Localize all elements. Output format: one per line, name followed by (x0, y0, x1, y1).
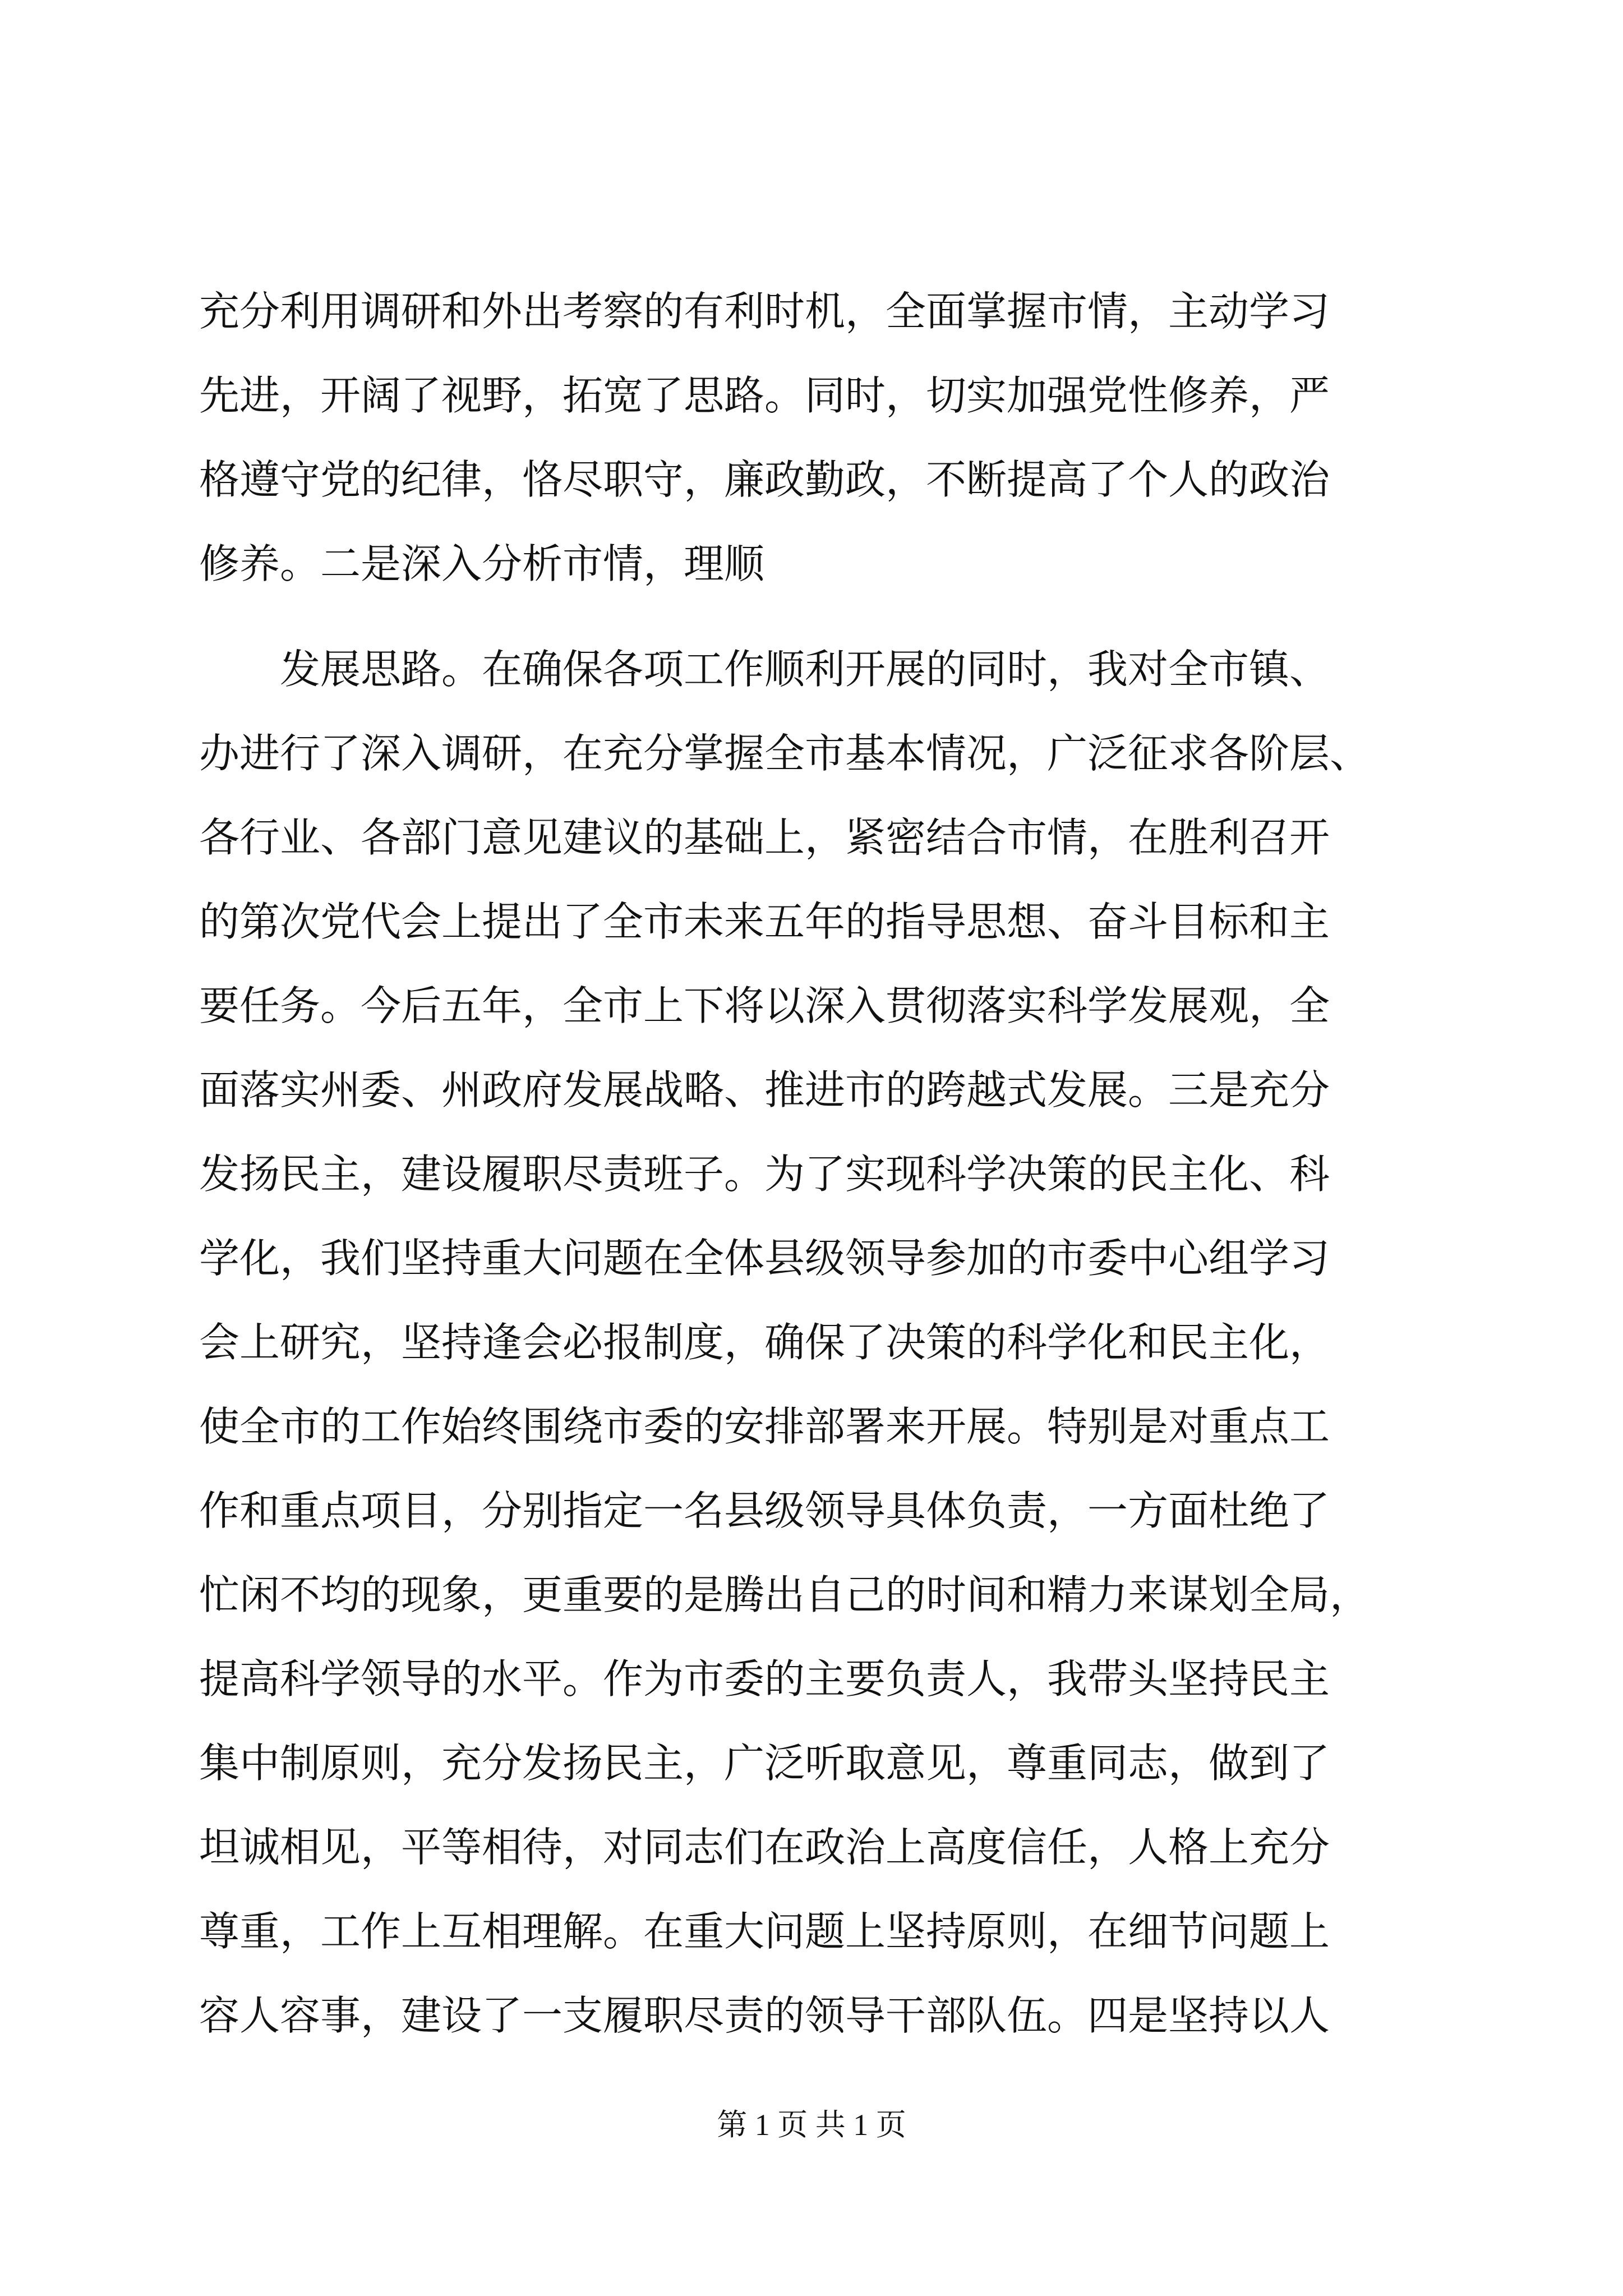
text-line: 尊重，工作上互相理解。在重大问题上坚持原则，在细节问题上 (199, 1908, 1330, 1955)
text-line: 学化，我们坚持重大问题在全体县级领导参加的市委中心组学习 (199, 1235, 1330, 1282)
text-line: 提高科学领导的水平。作为市委的主要负责人，我带头坚持民主 (199, 1655, 1330, 1703)
text-line: 发展思路。在确保各项工作顺利开展的同时，我对全市镇、 (199, 646, 1330, 693)
text-line: 的第次党代会上提出了全市未来五年的指导思想、奋斗目标和主 (199, 898, 1330, 945)
text-line: 作和重点项目，分别指定一名县级领导具体负责，一方面杜绝了 (199, 1487, 1330, 1534)
text-line: 忙闲不均的现象，更重要的是腾出自己的时间和精力来谋划全局， (199, 1571, 1371, 1618)
text-line: 各行业、各部门意见建议的基础上，紧密结合市情，在胜利召开 (199, 814, 1330, 861)
text-line: 充分利用调研和外出考察的有利时机，全面掌握市情，主动学习 (199, 288, 1330, 335)
text-line: 发扬民主，建设履职尽责班子。为了实现科学决策的民主化、科 (199, 1151, 1330, 1198)
text-line: 格遵守党的纪律，恪尽职守，廉政勤政，不断提高了个人的政治 (199, 456, 1330, 503)
text-line: 要任务。今后五年，全市上下将以深入贯彻落实科学发展观，全 (199, 982, 1330, 1029)
text-line: 先进，开阔了视野，拓宽了思路。同时，切实加强党性修养，严 (199, 372, 1330, 419)
paragraph-spacing (199, 606, 1433, 627)
text-line: 集中制原则，充分发扬民主，广泛听取意见，尊重同志，做到了 (199, 1740, 1330, 1787)
page-number-footer: 第 1 页 共 1 页 (717, 2108, 906, 2142)
text-line: 使全市的工作始终围绕市委的安排部署来开展。特别是对重点工 (199, 1403, 1330, 1450)
text-line: 容人容事，建设了一支履职尽责的领导干部队伍。四是坚持以人 (199, 1992, 1330, 2039)
paragraph-2 (199, 627, 1433, 2058)
paragraph-1 (199, 269, 1433, 606)
text-line: 修养。二是深入分析市情，理顺 (199, 540, 765, 587)
text-line: 办进行了深入调研，在充分掌握全市基本情况，广泛征求各阶层、 (199, 730, 1371, 777)
document-body (199, 269, 1433, 2058)
text-line: 坦诚相见，平等相待，对同志们在政治上高度信任，人格上充分 (199, 1824, 1330, 1871)
text-line: 面落实州委、州政府发展战略、推进市的跨越式发展。三是充分 (199, 1066, 1330, 1114)
text-line: 会上研究，坚持逢会必报制度，确保了决策的科学化和民主化， (199, 1319, 1330, 1366)
